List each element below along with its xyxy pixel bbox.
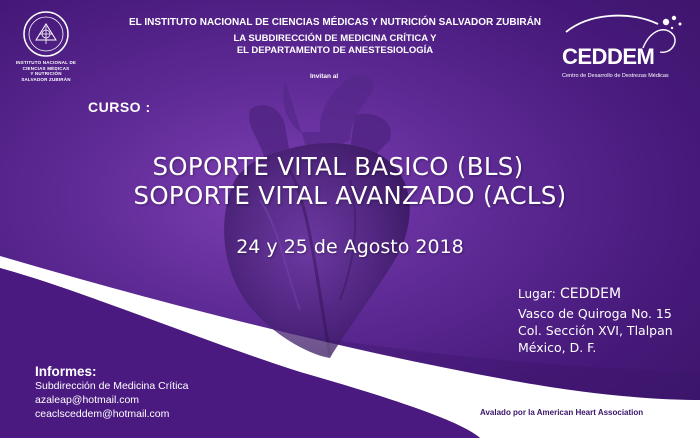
invitation-text: Invitan al <box>310 73 339 80</box>
header-line-institute: EL INSTITUTO NACIONAL DE CIENCIAS MÉDICAS Y NUTRICIÓN SALVADOR ZUBIRÁN <box>128 17 542 28</box>
location-name: CEDDEM <box>559 286 622 302</box>
seal-line: Y NUTRICIÓN <box>30 71 62 76</box>
info-email-2: ceaclsceddem@hotmail.com <box>35 408 170 420</box>
info-heading: Informes: <box>35 364 97 379</box>
header-line-subdireccion: LA SUBDIRECCIÓN DE MEDICINA CRÍTICA Y <box>233 33 437 44</box>
ceddem-logo-text: CEDDEM <box>562 44 655 69</box>
address-city: México, D. F. <box>518 340 597 355</box>
location-heading <box>518 286 621 303</box>
endorsement-text: Avalado por la American Heart Association <box>480 408 644 417</box>
course-date: 24 y 25 de Agosto 2018 <box>236 236 464 258</box>
header-line-departamento: EL DEPARTAMENTO DE ANESTESIOLOGÍA <box>236 45 434 56</box>
address-colonia: Col. Sección XVI, Tlalpan <box>518 323 673 338</box>
location-label: Lugar: <box>518 287 556 301</box>
course-title-acls: SOPORTE VITAL AVANZADO (ACLS) <box>133 181 567 210</box>
seal-line: CIENCIAS MÉDICAS <box>22 65 70 71</box>
heart-illustration <box>190 70 440 360</box>
ceddem-subtitle: Centro de Desarrollo de Destrezas Médicas <box>562 73 669 79</box>
course-title-bls: SOPORTE VITAL BASICO (BLS) <box>152 152 524 181</box>
seal-line: SALVADOR ZUBIRÁN <box>21 76 71 82</box>
seal-line: INSTITUTO NACIONAL DE <box>15 60 77 65</box>
seal-caption <box>10 60 82 82</box>
info-email-1: azaleap@hotmail.com <box>35 394 140 406</box>
course-label: CURSO : <box>88 99 151 115</box>
info-department: Subdirección de Medicina Crítica <box>35 380 189 392</box>
address-street: Vasco de Quiroga No. 15 <box>518 306 672 321</box>
institute-seal-logo <box>22 10 70 58</box>
